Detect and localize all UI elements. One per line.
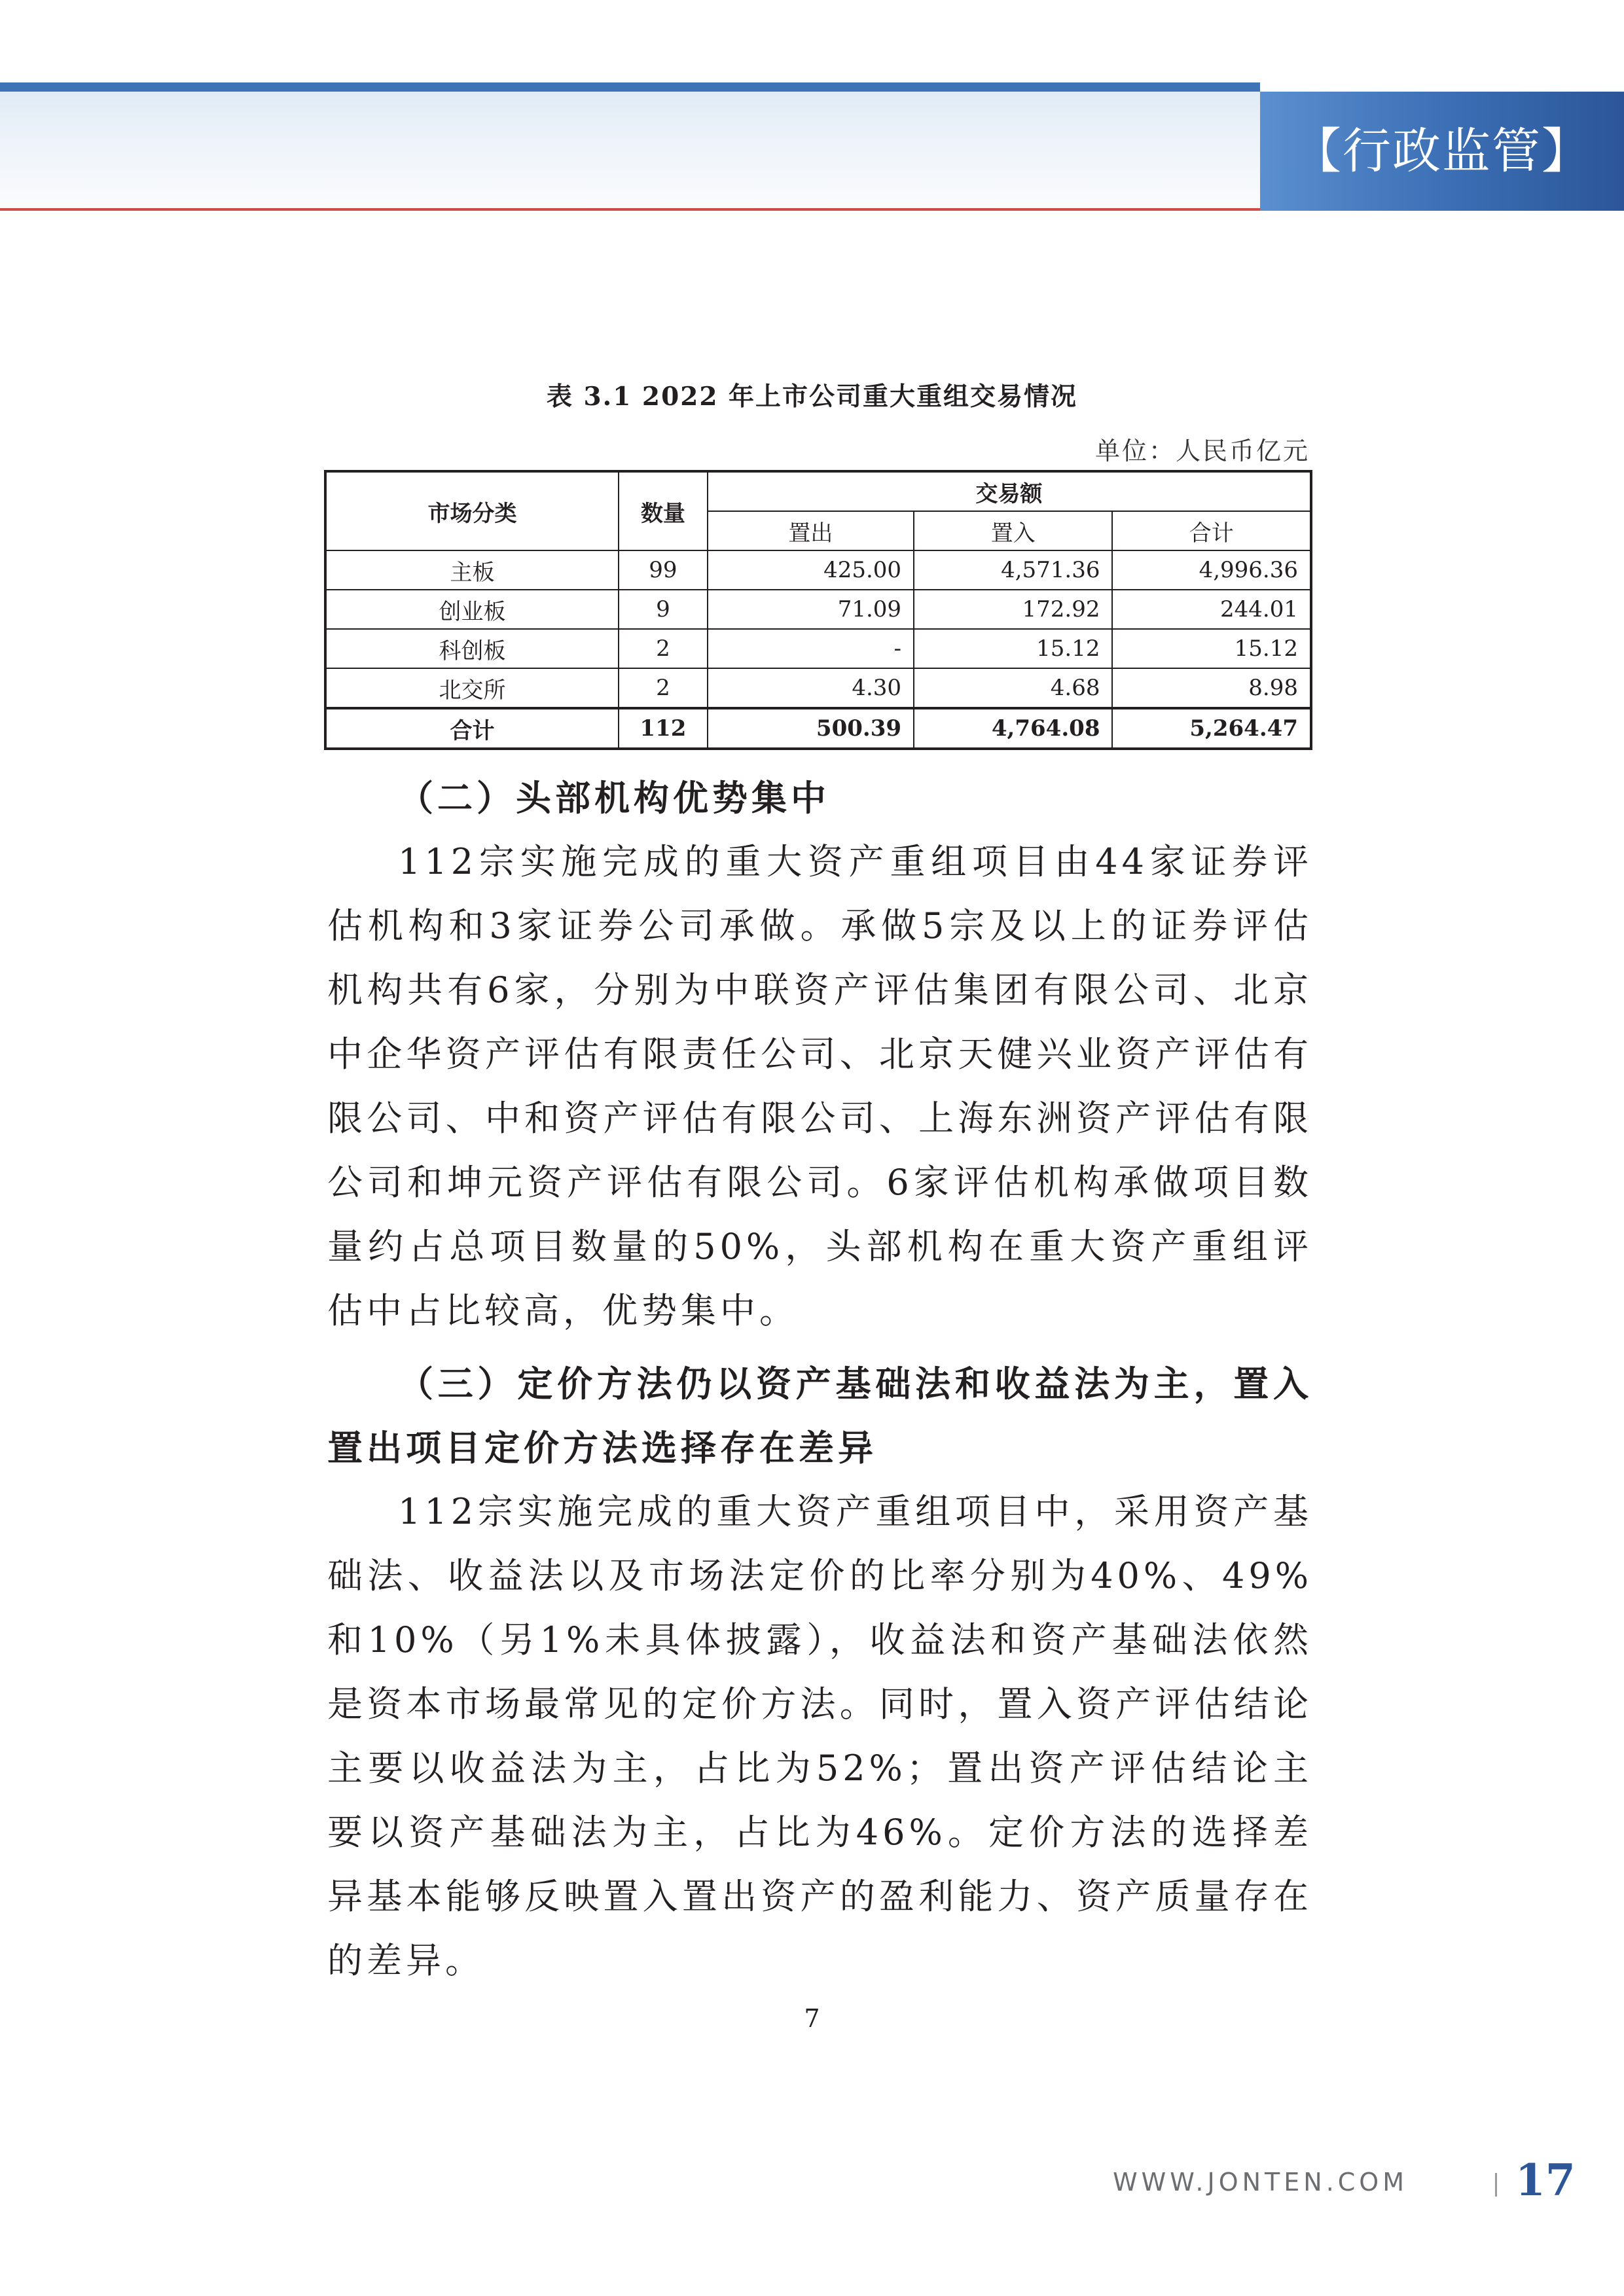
cell-total: 244.01 [1112,590,1311,629]
section-tag: 【行政监管】 [1260,92,1624,211]
inner-page-number: 7 [804,2004,820,2033]
header-bottom-line [0,208,1260,211]
table-row [325,550,1311,590]
col-total-header: 合计 [1112,511,1311,550]
section-heading: （三）定价方法仍以资产基础法和收益法为主，置入置出项目定价方法选择存在差异 [327,1363,1312,1469]
header-top-line [0,82,1260,92]
cell-market: 合计 [325,708,619,749]
cell-total: 5,264.47 [1112,708,1311,749]
cell-market: 创业板 [325,590,619,629]
footer-website: WWW.JONTEN.COM [1113,2168,1408,2197]
section-2 [327,766,1312,1343]
cell-out: 71.09 [708,590,914,629]
cell-out: 425.00 [708,550,914,590]
cell-total: 8.98 [1112,668,1311,708]
table-caption: 表 3.1 2022 年上市公司重大重组交易情况 [546,382,1078,412]
col-out-header: 置出 [708,511,914,550]
cell-market: 主板 [325,550,619,590]
table-row [325,668,1311,708]
cell-market: 北交所 [325,668,619,708]
transaction-table [324,470,1312,750]
cell-in: 4,764.08 [914,708,1112,749]
cell-count: 99 [619,550,708,590]
cell-in: 15.12 [914,629,1112,668]
cell-total: 4,996.36 [1112,550,1311,590]
col-market-header: 市场分类 [325,471,619,550]
body-paragraph: 112宗实施完成的重大资产重组项目中，采用资产基础法、收益法以及市场法定价的比率分别为40%、49%和10%（另1%未具体披露），收益法和资产基础法依然是资本市场最常见的定价方法。同时，置入资产评估结论主要以收益法为主，占比为52%；置出资产评估结论主要以资产基础法为主，占比为46%。定价方法的选择差异基本能够反映置入置出资产的盈利能力、资产质量存在的差异。 [327,1491,1312,1981]
header-band [0,82,1260,211]
cell-in: 4,571.36 [914,550,1112,590]
cell-count: 2 [619,629,708,668]
cell-in: 172.92 [914,590,1112,629]
table-unit: 单位：人民币亿元 [1094,437,1310,465]
cell-out: 4.30 [708,668,914,708]
footer-divider [1495,2173,1497,2197]
table-total-row [325,708,1311,749]
footer-page-number: 17 [1515,2155,1576,2206]
col-in-header: 置入 [914,511,1112,550]
cell-count: 112 [619,708,708,749]
cell-market: 科创板 [325,629,619,668]
table-row [325,629,1311,668]
col-amount-header: 交易额 [708,471,1311,511]
body-paragraph: 112宗实施完成的重大资产重组项目由44家证券评估机构和3家证券公司承做。承做5宗及以上的证券评估机构共有6家，分别为中联资产评估集团有限公司、北京中企华资产评估有限责任公司、北京天健兴业资产评估有限公司、中和资产评估有限公司、上海东洲资产评估有限公司和坤元资产评估有限公司。6家评估机构承做项目数量约占总项目数量的50%，头部机构在重大资产重组评估中占比较高，优势集中。 [327,841,1312,1331]
section-3 [327,1352,1312,1993]
section-heading: （二）头部机构优势集中 [398,777,830,819]
cell-out: - [708,629,914,668]
cell-count: 2 [619,668,708,708]
cell-count: 9 [619,590,708,629]
cell-out: 500.39 [708,708,914,749]
cell-total: 15.12 [1112,629,1311,668]
col-count-header: 数量 [619,471,708,550]
table-header-row [325,471,1311,511]
cell-in: 4.68 [914,668,1112,708]
table-row [325,590,1311,629]
